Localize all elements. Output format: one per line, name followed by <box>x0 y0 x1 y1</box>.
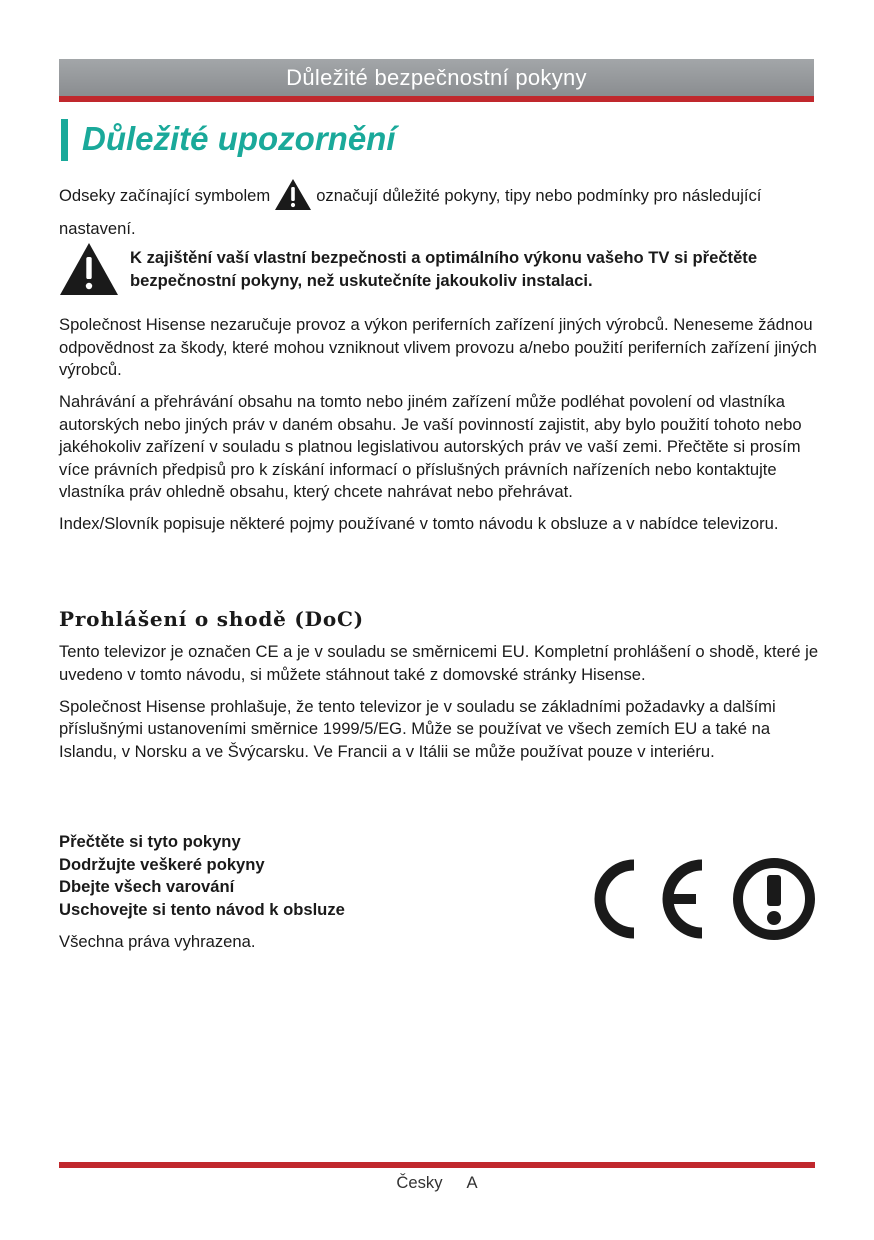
paragraph: Společnost Hisense nezaručuje provoz a výkon periferních zařízení jiných výrobců. Neneseme žádnou odpovědnost za škody, které mohou vzniknout vlivem provozu a/nebo použití periferních zařízení jiných výrobců. <box>59 315 817 379</box>
intro-paragraph <box>59 178 819 240</box>
intro-text-after: označují důležité pokyny, tipy nebo podmínky pro následující nastavení. <box>59 186 762 238</box>
safety-warning-text: K zajištění vaší vlastní bezpečnosti a optimálního výkonu vašeho TV si přečtěte bezpečnostní pokyny, než uskutečníte jakoukoliv instalaci. <box>130 248 758 290</box>
header-divider <box>59 96 814 102</box>
footer-divider <box>59 1162 815 1168</box>
list-item: Uschovejte si tento návod k obsluze <box>59 899 345 919</box>
rights-notice: Všechna práva vyhrazena. <box>59 932 256 951</box>
footer-language: Česky <box>396 1173 443 1192</box>
safety-warning <box>59 242 819 296</box>
title-accent-bar <box>61 119 68 161</box>
doc-section <box>59 641 819 773</box>
intro-text-before: Odseky začínající symbolem <box>59 186 271 205</box>
ce-mark-icon <box>588 856 710 947</box>
page-number: A <box>466 1173 478 1192</box>
disclaimer-section <box>59 314 819 545</box>
paragraph: Index/Slovník popisuje některé pojmy používané v tomto návodu k obsluze a v nabídce televizoru. <box>59 514 779 533</box>
alert-circle-icon <box>731 856 817 947</box>
paragraph: Tento televizor je označen CE a je v souladu se směrnicemi EU. Kompletní prohlášení o shodě, které je uvedeno v tomto návodu, si můžete stáhnout také z domovské stránky Hisense. <box>59 642 819 684</box>
list-item: Přečtěte si tyto pokyny <box>59 832 241 851</box>
header-title: Důležité bezpečnostní pokyny <box>286 65 587 90</box>
warning-triangle-icon <box>59 242 119 301</box>
doc-heading: Prohlášení o shodě (DoC) <box>59 607 364 631</box>
footer <box>0 1173 874 1193</box>
page-title: Důležité upozornění <box>82 120 396 157</box>
reminder-list <box>59 831 479 921</box>
list-item: Dodržujte veškeré pokyny <box>59 854 265 874</box>
list-item: Dbejte všech varování <box>59 877 235 896</box>
paragraph: Nahrávání a přehrávání obsahu na tomto nebo jiném zařízení může podléhat povolení od vlastníka autorských nebo jiných práv v daném obsahu. Je vaší povinností zajistit, aby bylo použití tohoto nebo jakéhokoliv zařízení v souladu s platnou legislativou autorských práv ve vaší zemi. Přečtěte si prosím více právních předpisů pro k získání informací o příslušných právních nařízeních nebo kontaktujte vlastníka práv ohledně obsahu, který chcete nahrávat nebo přehrávat. <box>59 392 802 501</box>
warning-triangle-icon <box>274 178 312 218</box>
header-bar <box>59 59 814 96</box>
paragraph: Společnost Hisense prohlašuje, že tento televizor je v souladu se základními požadavky a dalšími příslušnými ustanoveními směrnice 1999/5/EG. Může se používat ve všech zemích EU a také na Islandu, v Norsku a ve Švýcarsku. Ve Francii a v Itálii se může používat pouze v interiéru. <box>59 696 776 761</box>
